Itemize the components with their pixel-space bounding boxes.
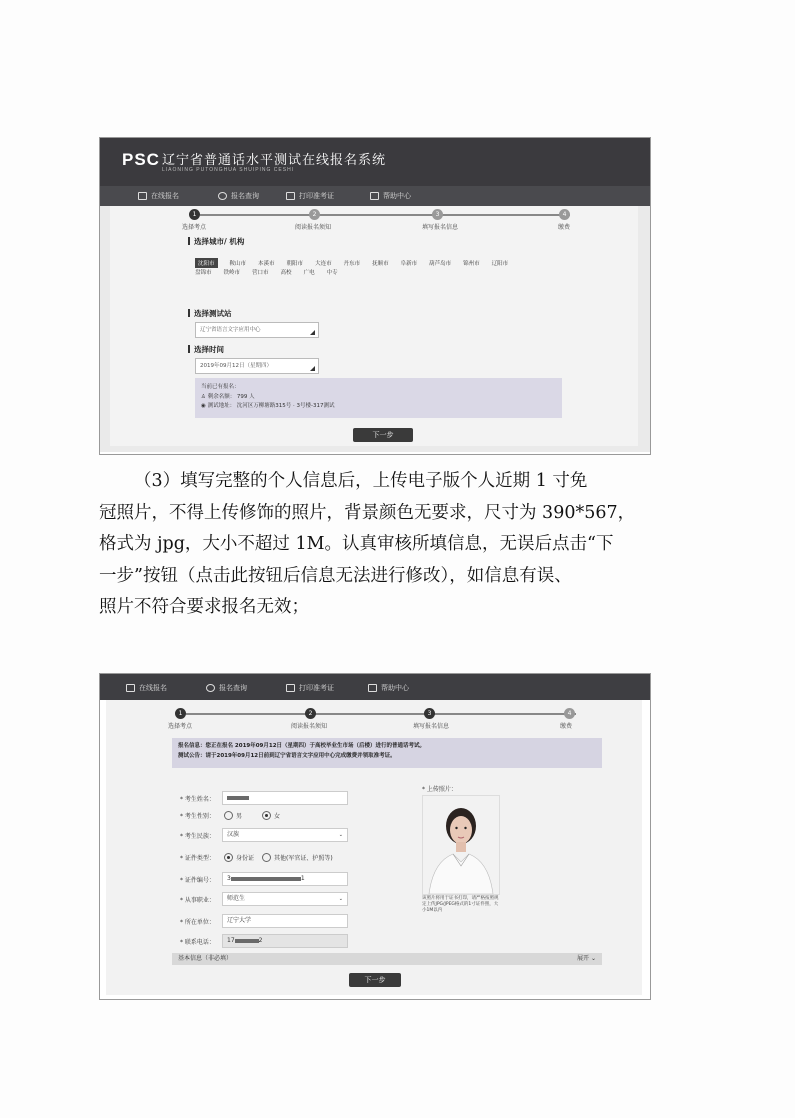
row-phone: * 联系电话： 17 2 — [180, 934, 348, 948]
step-1-dot: 1 — [189, 209, 200, 220]
step-4-label: 缴费 — [558, 224, 571, 231]
edit-icon — [126, 684, 135, 692]
time-select[interactable]: 2019年09月12日（星期四） — [195, 358, 319, 374]
para-line-3: 格式为 jpg，大小不超过 1M。认真审核所填信息，无误后点击“下 — [99, 534, 614, 554]
edit-icon — [138, 192, 147, 200]
progress-steps — [110, 206, 638, 232]
nav-item-query[interactable]: 报名查询 — [218, 191, 259, 201]
step-3-dot: 3 — [424, 708, 435, 719]
nav-item-print[interactable]: 打印准考证 — [286, 683, 334, 693]
step-3-label: 填写报名信息 — [422, 224, 459, 231]
gender-male-radio[interactable] — [224, 811, 233, 820]
section-site-title: 选择测试站 — [188, 308, 232, 319]
city-option[interactable]: 大连市 — [315, 261, 332, 267]
printer-icon — [286, 684, 295, 692]
step-3-label: 填写报名信息 — [413, 723, 450, 730]
step-4-dot: 4 — [559, 209, 570, 220]
name-input[interactable] — [222, 791, 348, 805]
name-redacted — [227, 796, 249, 800]
screenshot-step1 — [99, 137, 651, 455]
city-option[interactable]: 高校 — [280, 270, 292, 276]
city-option[interactable]: 抚顺市 — [372, 261, 389, 267]
person-icon: ♙ — [201, 394, 208, 400]
step-1-label: 选择考点 — [168, 723, 193, 730]
step-1-dot: 1 — [175, 708, 186, 719]
row-gender: * 考生性别： 男 女 — [180, 813, 281, 820]
step-3-dot: 3 — [432, 209, 443, 220]
city-option[interactable]: 本溪市 — [258, 261, 275, 267]
gender-female-radio[interactable] — [262, 811, 271, 820]
city-list-row2 — [195, 259, 615, 278]
notice-test: 测试公告：请于2019年09月12日前到辽宁省语言文字应用中心完成缴费并领取准考证。 — [178, 753, 396, 759]
nation-select[interactable]: 汉族 ⌄ — [222, 828, 348, 842]
nav-item-apply[interactable]: 在线报名 — [138, 191, 179, 201]
step-1-label: 选择考点 — [182, 224, 207, 231]
photo-note: 该照片将用于证书打印，请严格按照规定上传JPG/JPEG格式的1寸证件照，大小1M以内 — [422, 896, 499, 913]
chevron-down-icon: ⌄ — [338, 832, 343, 838]
top-nav — [100, 186, 650, 206]
city-option[interactable]: 盘锦市 — [195, 270, 212, 276]
basic-info-bar[interactable]: 基本信息（非必填） 展开 ⌄ — [172, 953, 602, 965]
next-button[interactable]: 下一步 — [349, 973, 401, 987]
nav-item-help[interactable]: 帮助中心 — [368, 683, 409, 693]
printer-icon — [286, 192, 295, 200]
content-panel — [106, 700, 642, 995]
row-org: * 所在单位： 辽宁大学 — [180, 914, 348, 928]
search-icon — [218, 192, 227, 200]
system-pinyin: LIAONING PUTONGHUA SHUIPING CESHI — [162, 167, 295, 173]
city-option[interactable]: 中专 — [326, 270, 338, 276]
para-line-2: 冠照片，不得上传修饰的照片，背景颜色无要求，尺寸为 390*567， — [99, 502, 636, 523]
step-2-label: 阅读报名须知 — [291, 723, 328, 730]
notice-box — [172, 738, 602, 768]
city-option[interactable]: 鞍山市 — [229, 261, 247, 267]
step-2-label: 阅读报名须知 — [295, 224, 332, 231]
header — [100, 138, 650, 186]
city-option[interactable]: 沈阳市 — [195, 258, 218, 268]
nav-item-help[interactable]: 帮助中心 — [370, 191, 411, 201]
city-option[interactable]: 营口市 — [252, 270, 269, 276]
info-heading: 当前已有报名： — [201, 384, 240, 390]
section-time-title: 选择时间 — [188, 344, 224, 355]
idtype-id-radio[interactable] — [224, 853, 233, 862]
help-icon — [370, 192, 379, 200]
test-address: 测试地址： 沈河区万柳塘路315号 · 3号楼-317测试 — [207, 403, 335, 409]
content-panel — [110, 206, 638, 446]
notice-registration: 报名信息：您正在报名 2019年09月12日（星期四）于高校毕业生市场（后楼）进行的普通话考试。 — [178, 743, 426, 749]
site-info-box — [195, 378, 562, 418]
nav-item-query[interactable]: 报名查询 — [206, 683, 247, 693]
chevron-down-icon: ⌄ — [338, 896, 343, 902]
expand-toggle[interactable]: 展开 ⌄ — [577, 955, 596, 962]
chevron-down-icon: ⌄ — [589, 955, 596, 962]
idno-redacted — [231, 877, 301, 881]
idtype-other-radio[interactable] — [262, 853, 271, 862]
phone-input[interactable]: 17 2 — [222, 934, 348, 948]
psc-logo: PSC — [122, 150, 160, 169]
row-nation: * 考生民族： 汉族 ⌄ — [180, 828, 348, 842]
city-option[interactable]: 丹东市 — [343, 261, 361, 267]
row-job: * 从事职业： 师范生 ⌄ — [180, 892, 348, 906]
row-name: * 考生姓名： — [180, 791, 348, 805]
system-title: 辽宁省普通话水平测试在线报名系统 — [162, 153, 387, 168]
city-option[interactable]: 辽阳市 — [491, 261, 509, 267]
top-nav — [100, 674, 650, 700]
city-option[interactable]: 广电 — [303, 270, 315, 276]
progress-steps — [106, 700, 642, 728]
help-icon — [368, 684, 377, 692]
row-idno: * 证件编号： 3 1 — [180, 872, 348, 886]
step-2-dot: 2 — [305, 708, 316, 719]
step-4-dot: 4 — [564, 708, 575, 719]
next-button[interactable]: 下一步 — [353, 428, 413, 442]
row-idtype: * 证件类型： 身份证 其他(军官证、护照等) — [180, 855, 333, 862]
job-select[interactable]: 师范生 ⌄ — [222, 892, 348, 906]
para-line-5: 照片不符合要求报名无效； — [99, 597, 309, 617]
city-option[interactable]: 朝阳市 — [286, 261, 304, 267]
photo-label: * 上传照片： — [422, 786, 457, 793]
step-4-label: 缴费 — [560, 723, 573, 730]
city-option[interactable]: 锦州市 — [463, 261, 480, 267]
main-content — [100, 206, 650, 452]
phone-redacted — [235, 939, 259, 943]
para-line-1: （3）填写完整的个人信息后，上传电子版个人近期 1 寸免 — [134, 471, 588, 491]
org-input[interactable]: 辽宁大学 — [222, 914, 348, 928]
city-option[interactable]: 阜新市 — [400, 261, 418, 267]
screenshot-step3 — [99, 673, 651, 1000]
search-icon — [206, 684, 215, 692]
idno-input[interactable]: 3 1 — [222, 872, 348, 886]
para-line-4: 一步”按钮（点击此按钮后信息无法进行修改），如信息有误、 — [99, 565, 572, 586]
nav-item-print[interactable]: 打印准考证 — [286, 191, 334, 201]
city-option[interactable]: 铁岭市 — [223, 270, 241, 276]
photo-upload[interactable] — [422, 795, 500, 895]
section-city-title: 选择城市/ 机构 — [188, 236, 244, 247]
site-select[interactable]: 辽宁省语言文字应用中心 — [195, 322, 319, 338]
city-option[interactable]: 葫芦岛市 — [429, 261, 452, 267]
remaining-seats: 剩余名额： 799 人 — [207, 394, 255, 400]
nav-item-apply[interactable]: 在线报名 — [126, 683, 167, 693]
step-2-dot: 2 — [309, 209, 320, 220]
instruction-paragraph — [99, 466, 699, 624]
portrait-photo — [423, 796, 499, 894]
location-icon: ◉ — [201, 403, 208, 409]
